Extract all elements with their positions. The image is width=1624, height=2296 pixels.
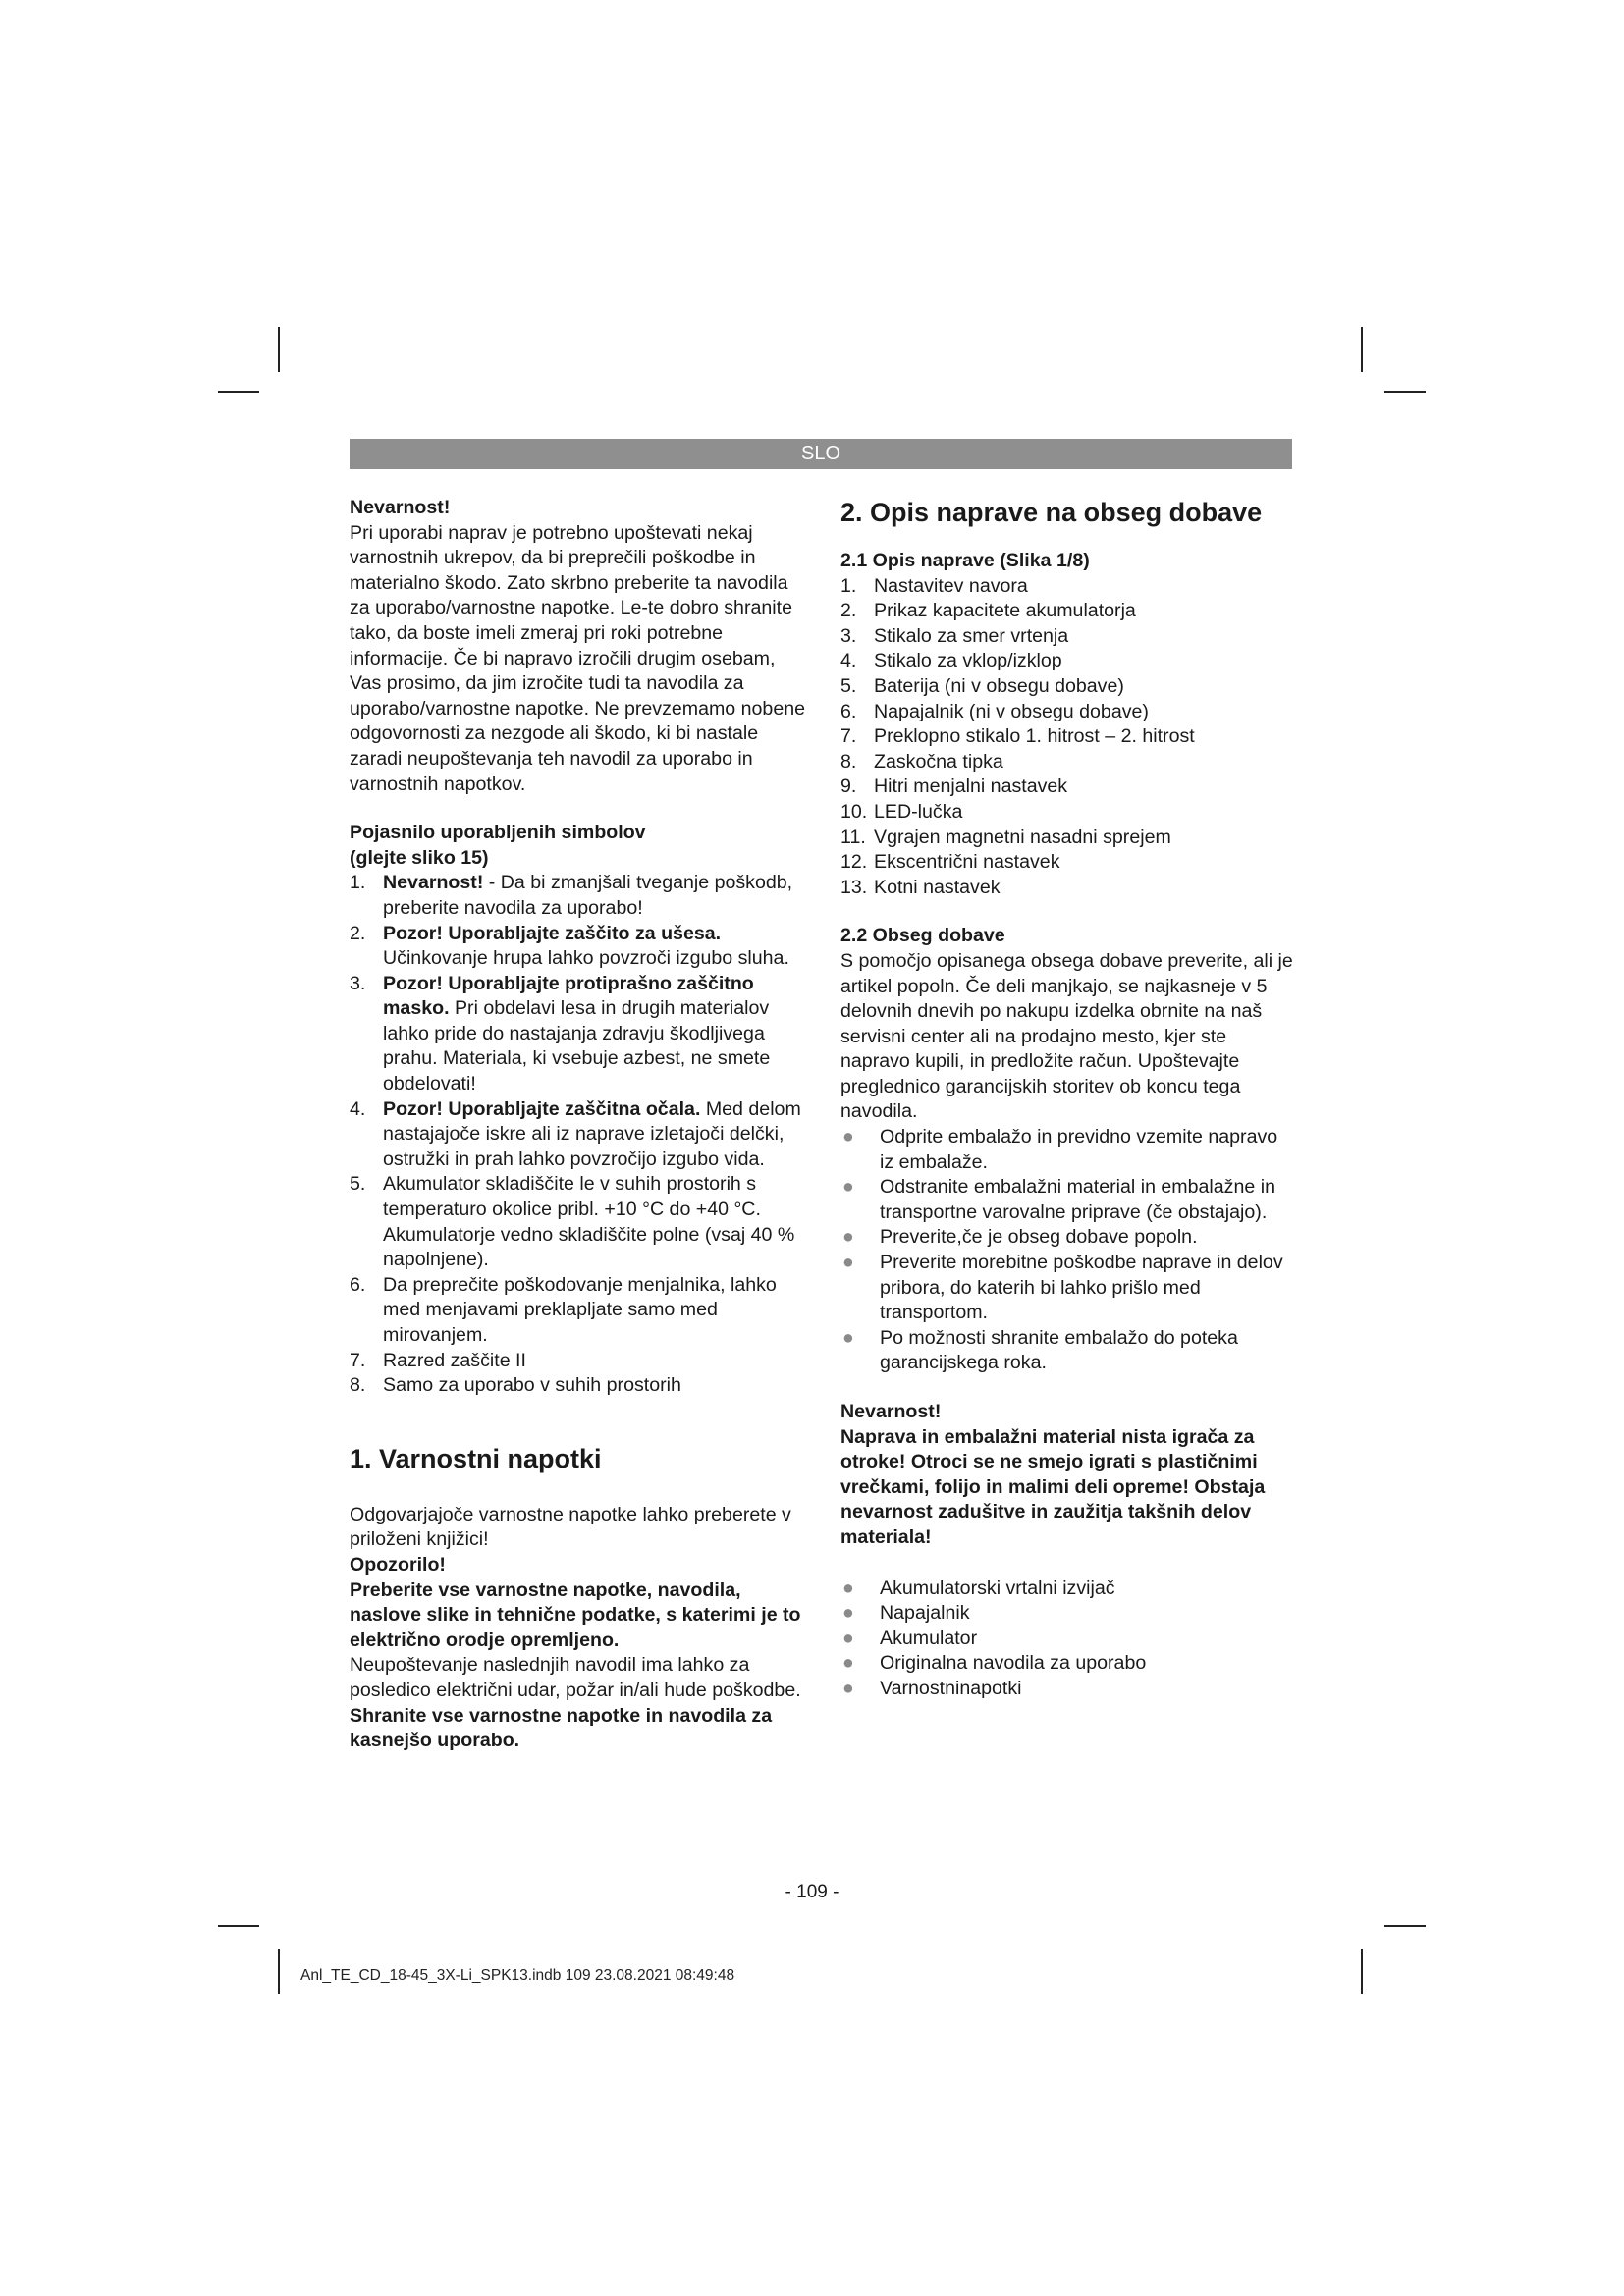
crop-mark bbox=[218, 391, 259, 393]
list-item bbox=[350, 1273, 811, 1349]
item-number: 7. bbox=[350, 1349, 366, 1371]
keep-instructions-text: Shranite vse varnostne napotke in navodila za kasnejšo uporabo. bbox=[350, 1704, 773, 1752]
item-text: Odstranite embalažni material in embalažne in transportne varovalne priprave (če obstajajo). bbox=[880, 1176, 1275, 1223]
description-heading: 2. Opis naprave na obseg dobave bbox=[840, 498, 1263, 527]
item-text: Učinkovanje hrupa lahko povzroči izgubo sluha. bbox=[383, 947, 789, 970]
item-number: 8. bbox=[840, 750, 857, 773]
item-number: 5. bbox=[350, 1173, 366, 1196]
danger-title: Nevarnost! bbox=[350, 497, 451, 518]
bullet-icon: ● bbox=[842, 1226, 854, 1249]
item-number: 2. bbox=[350, 922, 366, 944]
right-column bbox=[840, 496, 1296, 1702]
symbols-list bbox=[350, 871, 811, 1398]
danger-bold-text: Naprava in embalažni material nista igrača za otroke! Otroci se ne smejo igrati s plastičnimi vrečkami, folijo in malimi deli opreme! Obstaja nevarnost zadušitve in zaužitja takšnih delov materiala! bbox=[840, 1425, 1266, 1548]
list-item bbox=[840, 1326, 1296, 1376]
list-item bbox=[350, 972, 811, 1097]
scope-text: S pomočjo opisanega obsega dobave preverite, ali je artikel popoln. Če deli manjkajo, se najkasneje v 5 delovnih dnevih po nakupu izdelka obrnite na naš servisni center ali na prodajno mesto, kjer ste napravo kupili, in predložite račun. Upoštevajte preglednico garancijskih storitev ob koncu tega navodila. bbox=[840, 949, 1293, 1123]
item-number: 13. bbox=[840, 876, 868, 898]
item-text: Originalna navodila za uporabo bbox=[880, 1652, 1147, 1675]
bullet-icon: ● bbox=[842, 1627, 854, 1649]
crop-mark bbox=[278, 1949, 280, 1994]
list-item bbox=[840, 599, 1296, 624]
item-number: 2. bbox=[840, 600, 857, 622]
list-item bbox=[840, 1576, 1296, 1602]
item-number: 3. bbox=[840, 624, 857, 647]
list-item bbox=[350, 1373, 811, 1399]
list-item bbox=[840, 1251, 1296, 1326]
item-text: Vgrajen magnetni nasadni sprejem bbox=[874, 826, 1171, 848]
item-text: Hitri menjalni nastavek bbox=[874, 775, 1068, 798]
warning-bold-text: Preberite vse varnostne napotke, navodila, naslove slike in tehnične podatke, s katerimi je to električno orodje opremljeno. bbox=[350, 1578, 801, 1651]
list-item bbox=[350, 1349, 811, 1374]
list-item bbox=[840, 624, 1296, 650]
item-text: - Da bi zmanjšali tveganje poškodb, preberite navodila za uporabo! bbox=[383, 872, 793, 919]
item-text: Samo za uporabo v suhih prostorih bbox=[383, 1374, 681, 1397]
device-description-title: 2.1 Opis naprave (Slika 1/8) bbox=[840, 550, 1090, 571]
item-text: Akumulator bbox=[880, 1627, 978, 1649]
item-number: 11. bbox=[840, 826, 866, 848]
item-number: 8. bbox=[350, 1374, 366, 1397]
item-number: 3. bbox=[350, 972, 366, 994]
list-item bbox=[350, 1172, 811, 1272]
list-item bbox=[840, 700, 1296, 725]
item-bold: Nevarnost! bbox=[383, 872, 484, 894]
item-text: Da preprečite poškodovanje menjalnika, lahko med menjavami preklapljate samo med mirovanjem. bbox=[383, 1273, 777, 1346]
list-item bbox=[840, 1175, 1296, 1225]
item-text: Zaskočna tipka bbox=[874, 750, 1003, 773]
item-text: Med delom nastajajoče iskre ali iz naprave izletajoči delčki, ostružki in prah lahko povzročijo izgubo vida. bbox=[383, 1097, 801, 1170]
item-number: 12. bbox=[840, 851, 868, 874]
bullet-icon: ● bbox=[842, 1602, 854, 1625]
item-number: 1. bbox=[350, 872, 366, 894]
crop-mark bbox=[278, 327, 280, 372]
item-number: 9. bbox=[840, 775, 857, 798]
item-number: 10. bbox=[840, 800, 868, 823]
item-text: Stikalo za vklop/izklop bbox=[874, 650, 1062, 672]
bullet-icon: ● bbox=[842, 1652, 854, 1675]
bullet-icon: ● bbox=[842, 1176, 854, 1199]
item-text: Akumulatorski vrtalni izvijač bbox=[880, 1576, 1115, 1599]
symbols-subtitle: (glejte sliko 15) bbox=[350, 846, 489, 869]
language-header-bar: SLO bbox=[350, 439, 1292, 469]
item-text: Preklopno stikalo 1. hitrost – 2. hitrost bbox=[874, 725, 1195, 748]
item-text: Baterija (ni v obsegu dobave) bbox=[874, 674, 1124, 697]
item-text: Napajalnik (ni v obsegu dobave) bbox=[874, 700, 1149, 722]
warning-text: Neupoštevanje naslednjih navodil ima lahko za posledico električni udar, požar in/ali hude poškodbe. bbox=[350, 1654, 801, 1701]
item-text: Nastavitev navora bbox=[874, 574, 1028, 597]
crop-mark bbox=[1361, 327, 1363, 372]
list-item bbox=[840, 574, 1296, 600]
list-item bbox=[840, 1225, 1296, 1251]
item-text: Prikaz kapacitete akumulatorja bbox=[874, 600, 1136, 622]
item-bold: Pozor! Uporabljajte zaščitna očala. bbox=[383, 1097, 701, 1120]
list-item bbox=[350, 922, 811, 972]
parts-list bbox=[840, 574, 1296, 901]
danger-text: Pri uporabi naprav je potrebno upoštevati nekaj varnostnih ukrepov, da bi preprečili poškodbe in materialno škodo. Zato skrbno preberite ta navodila za uporabo/varnostne napotke. Le-te dobro shranite tako, da boste imeli zmeraj pri roki potrebne informacije. Če bi napravo izročili drugim osebam, Vas prosimo, da jim izročite tudi ta navodila za uporabo/varnostne napotke. Ne prevzemamo nobene odgovornosti za nezgode ali škodo, ki bi nastale zaradi neupoštevanja teh navodil za uporabo in varnostnih napotkov. bbox=[350, 521, 806, 795]
list-item bbox=[840, 1125, 1296, 1175]
item-number: 7. bbox=[840, 725, 857, 748]
list-item bbox=[840, 1677, 1296, 1702]
item-text: Odprite embalažo in previdno vzemite napravo iz embalaže. bbox=[880, 1126, 1278, 1173]
item-number: 6. bbox=[840, 700, 857, 722]
item-bold: Pozor! Uporabljajte zaščito za ušesa. bbox=[383, 922, 722, 944]
item-text: Akumulator skladiščite le v suhih prostorih s temperaturo okolice pribl. +10 °C do +40 °C. Akumulatorje vedno skladiščite polne (vsaj 40 % napolnjene). bbox=[383, 1173, 795, 1271]
unpacking-list bbox=[840, 1125, 1296, 1376]
left-column bbox=[350, 496, 811, 1754]
bullet-icon: ● bbox=[842, 1326, 854, 1349]
item-bold: Pozor! Uporabljajte protiprašno zaščitno masko. bbox=[383, 972, 754, 1020]
item-text: Kotni nastavek bbox=[874, 876, 1001, 898]
bullet-icon: ● bbox=[842, 1576, 854, 1599]
item-text: Pri obdelavi lesa in drugih materialov lahko pride do nastajanja zdravju škodljivega prahu. Materiala, ki vsebuje azbest, ne smete obdelovati! bbox=[383, 997, 771, 1095]
item-number: 5. bbox=[840, 674, 857, 697]
warning-title: Opozorilo! bbox=[350, 1553, 446, 1575]
item-text: Stikalo za smer vrtenja bbox=[874, 624, 1069, 647]
crop-mark bbox=[1384, 1925, 1426, 1927]
item-number: 4. bbox=[350, 1097, 366, 1120]
bullet-icon: ● bbox=[842, 1252, 854, 1274]
list-item bbox=[840, 1627, 1296, 1652]
item-text: Razred zaščite II bbox=[383, 1349, 526, 1371]
list-item bbox=[840, 1601, 1296, 1627]
page-number: - 109 - bbox=[785, 1882, 839, 1902]
print-footer: Anl_TE_CD_18-45_3X-Li_SPK13.indb 109 23.08.2021 08:49:48 bbox=[300, 1967, 735, 1984]
list-item bbox=[840, 674, 1296, 700]
danger-title: Nevarnost! bbox=[840, 1401, 942, 1422]
item-number: 6. bbox=[350, 1273, 366, 1296]
bullet-icon: ● bbox=[842, 1677, 854, 1699]
safety-intro: Odgovarjajoče varnostne napotke lahko preberete v priloženi knjižici! bbox=[350, 1503, 791, 1551]
bullet-icon: ● bbox=[842, 1126, 854, 1148]
list-item bbox=[840, 876, 1296, 901]
item-text: Preverite morebitne poškodbe naprave in delov pribora, do katerih bi lahko prišlo med transportom. bbox=[880, 1252, 1283, 1324]
list-item bbox=[840, 724, 1296, 750]
list-item bbox=[350, 1097, 811, 1173]
delivery-contents-list bbox=[840, 1576, 1296, 1702]
list-item bbox=[840, 826, 1296, 851]
safety-heading: 1. Varnostni napotki bbox=[350, 1443, 602, 1473]
item-text: Varnostninapotki bbox=[880, 1677, 1022, 1699]
crop-mark bbox=[1384, 391, 1426, 393]
item-number: 1. bbox=[840, 574, 857, 597]
list-item bbox=[840, 750, 1296, 775]
crop-mark bbox=[1361, 1949, 1363, 1994]
item-text: Preverite,če je obseg dobave popoln. bbox=[880, 1226, 1198, 1249]
list-item bbox=[840, 1651, 1296, 1677]
item-text: Ekscentrični nastavek bbox=[874, 851, 1060, 874]
item-number: 4. bbox=[840, 650, 857, 672]
item-text: LED-lučka bbox=[874, 800, 963, 823]
item-text: Napajalnik bbox=[880, 1602, 970, 1625]
list-item bbox=[840, 850, 1296, 876]
crop-mark bbox=[218, 1925, 259, 1927]
item-text: Po možnosti shranite embalažo do poteka garancijskega roka. bbox=[880, 1326, 1238, 1374]
list-item bbox=[840, 649, 1296, 674]
scope-title: 2.2 Obseg dobave bbox=[840, 925, 1005, 947]
symbols-title: Pojasnilo uporabljenih simbolov bbox=[350, 822, 646, 844]
list-item bbox=[350, 871, 811, 921]
list-item bbox=[840, 774, 1296, 800]
list-item bbox=[840, 800, 1296, 826]
